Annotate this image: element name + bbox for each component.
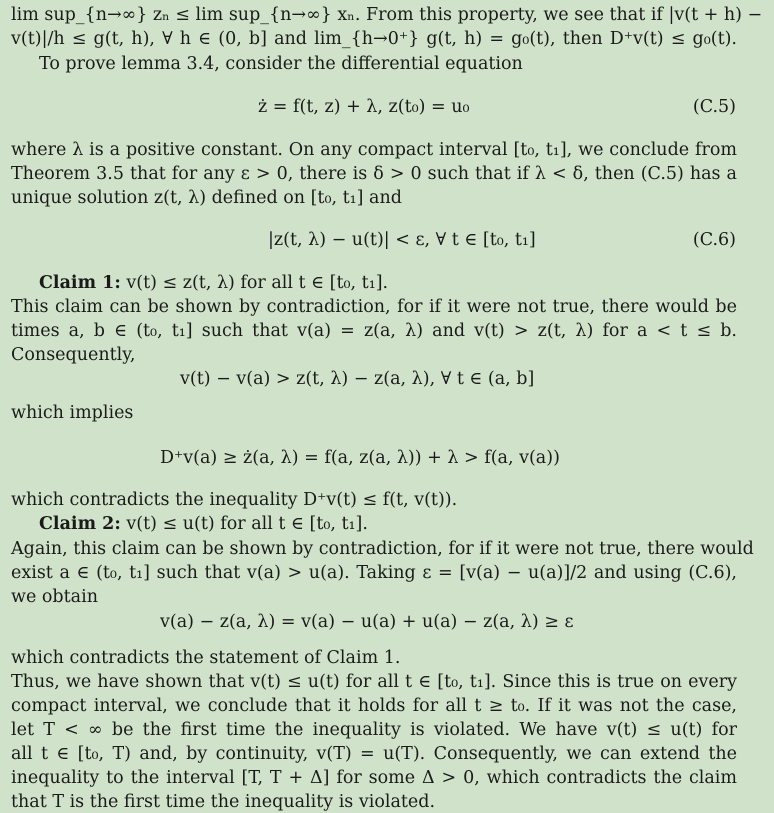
equation-c5: ż = f(t, z) + λ, z(t₀) = u₀ [258, 97, 470, 117]
text-line: exist a ∈ (t₀, t₁] such that v(a) > u(a). Taking ε = [v(a) − u(a)]/2 and using (C.6), [11, 563, 737, 583]
text-line: Consequently, [11, 345, 136, 365]
text-line: Theorem 3.5 that for any ε > 0, there is δ > 0 such that if λ < δ, then (C.5) has a [11, 164, 737, 184]
text-line: let T < ∞ be the first time the inequality is violated. We have v(t) ≤ u(t) for [11, 720, 737, 740]
text-line: which contradicts the inequality D⁺v(t) ≤ f(t, v(t)). [11, 490, 458, 510]
claim-2 [39, 513, 737, 535]
text-line: all t ∈ [t₀, T) and, by continuity, v(T) = u(T). Consequently, we can extend the [11, 744, 737, 764]
text-line: where λ is a positive constant. On any compact interval [t₀, t₁], we conclude from [11, 140, 737, 160]
text-line: compact interval, we conclude that it holds for all t ≥ t₀. If it was not the case, [11, 696, 737, 716]
equation-number: (C.6) [692, 230, 736, 250]
equation: D⁺v(a) ≥ ż(a, λ) = f(a, z(a, λ)) + λ > f(a, v(a)) [160, 448, 560, 468]
claim-label: Claim 1: [39, 273, 121, 293]
text-line: unique solution z(t, λ) defined on [t₀, t₁] and [11, 188, 402, 208]
text-line: Thus, we have shown that v(t) ≤ u(t) for all t ∈ [t₀, t₁]. Since this is true on every [11, 672, 737, 692]
text-line: inequality to the interval [T, T + Δ] for some Δ > 0, which contradicts the claim [11, 768, 737, 788]
claim-1 [39, 272, 737, 294]
text-line: times a, b ∈ (t₀, t₁] such that v(a) = z(a, λ) and v(t) > z(t, λ) for a < t ≤ b. [11, 321, 737, 341]
text-line: To prove lemma 3.4, consider the differential equation [39, 54, 523, 74]
text-line: which contradicts the statement of Claim 1. [11, 648, 401, 668]
claim-text: v(t) ≤ z(t, λ) for all t ∈ [t₀, t₁]. [120, 273, 389, 293]
text-line: which implies [11, 403, 134, 423]
equation: v(t) − v(a) > z(t, λ) − z(a, λ), ∀ t ∈ (a, b] [180, 369, 535, 389]
equation-number: (C.5) [692, 97, 736, 117]
text-line: lim sup_{n→∞} zₙ ≤ lim sup_{n→∞} xₙ. From this property, we see that if |v(t + h) − [11, 5, 763, 25]
text-line: v(t)|/h ≤ g(t, h), ∀ h ∈ (0, b] and lim_{h→0⁺} g(t, h) = g₀(t), then D⁺v(t) ≤ g₀(t). [11, 29, 737, 49]
claim-text: v(t) ≤ u(t) for all t ∈ [t₀, t₁]. [120, 514, 368, 534]
text-line: that T is the first time the inequality is violated. [11, 792, 436, 812]
claim-label: Claim 2: [39, 514, 121, 534]
equation: v(a) − z(a, λ) = v(a) − u(a) + u(a) − z(a, λ) ≥ ε [160, 612, 574, 632]
text-line: This claim can be shown by contradiction, for if it were not true, there would be [11, 297, 737, 317]
text-line: we obtain [11, 587, 98, 607]
text-line: Again, this claim can be shown by contradiction, for if it were not true, there would [11, 539, 754, 559]
equation-c6: |z(t, λ) − u(t)| < ε, ∀ t ∈ [t₀, t₁] [268, 230, 536, 250]
